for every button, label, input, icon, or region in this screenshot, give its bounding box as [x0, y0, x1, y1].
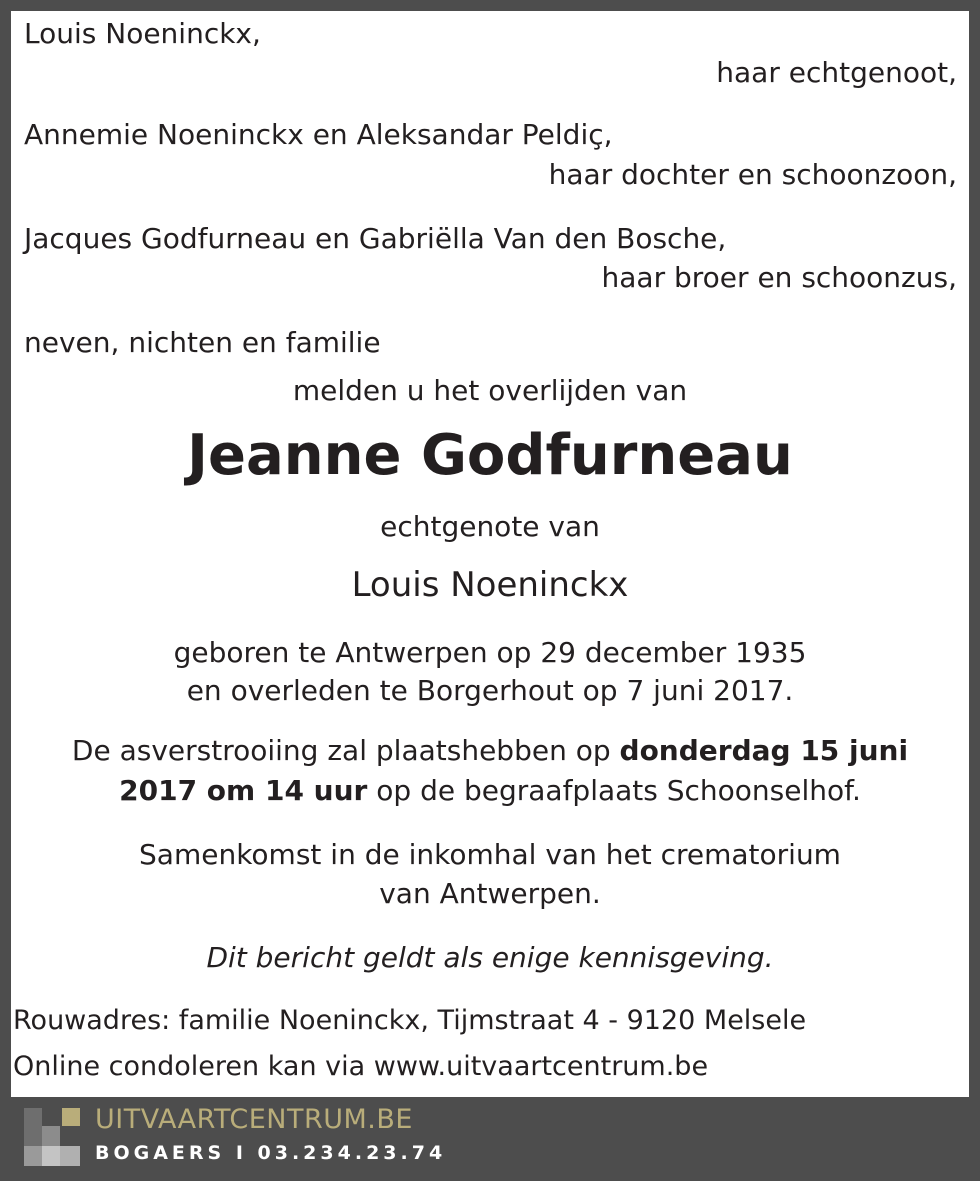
ceremony-line-1 [11, 734, 969, 767]
family-line-2-name: Annemie Noeninckx en Aleksandar Peldiç, [24, 118, 613, 151]
ceremony-time: 2017 om 14 uur [119, 774, 368, 807]
family-line-4: neven, nichten en familie [24, 326, 381, 359]
uitvaartcentrum-logo-icon [24, 1108, 84, 1166]
contact-address: Rouwadres: familie Noeninckx, Tijmstraat 4 - 9120 Melsele [13, 1005, 807, 1036]
footer-bar [0, 1100, 980, 1181]
spouse-intro: echtgenote van [380, 510, 600, 543]
obituary-card [11, 11, 969, 1097]
ceremony-place: op de begraafplaats Schoonselhof. [367, 774, 861, 807]
gathering-line-2: van Antwerpen. [379, 877, 601, 910]
footer-brand: UITVAARTCENTRUM.BE [95, 1104, 413, 1135]
family-line-2-relation: haar dochter en schoonzoon, [548, 158, 957, 191]
family-line-3-name: Jacques Godfurneau en Gabriëlla Van den Bosche, [24, 222, 727, 255]
family-line-3-relation: haar broer en schoonzus, [601, 261, 957, 294]
deceased-name: Jeanne Godfurneau [187, 423, 793, 488]
footer-contact: BOGAERS I 03.234.23.74 [95, 1142, 447, 1164]
family-line-1-name: Louis Noeninckx, [24, 17, 261, 50]
ceremony-line-2 [11, 774, 969, 807]
spouse-name: Louis Noeninckx [351, 565, 629, 605]
contact-online: Online condoleren kan via www.uitvaartcentrum.be [13, 1051, 709, 1082]
gathering-line-1: Samenkomst in de inkomhal van het crematorium [139, 838, 841, 871]
ceremony-text-1: De asverstrooiing zal plaatshebben op [71, 734, 620, 767]
birth-line: geboren te Antwerpen op 29 december 1935 [173, 636, 807, 669]
ceremony-date: donderdag 15 juni [619, 734, 909, 767]
announcement-intro: melden u het overlijden van [292, 374, 688, 407]
family-line-1-relation: haar echtgenoot, [716, 56, 957, 89]
notice: Dit bericht geldt als enige kennisgeving. [206, 941, 774, 974]
death-line: en overleden te Borgerhout op 7 juni 2017. [186, 674, 794, 707]
